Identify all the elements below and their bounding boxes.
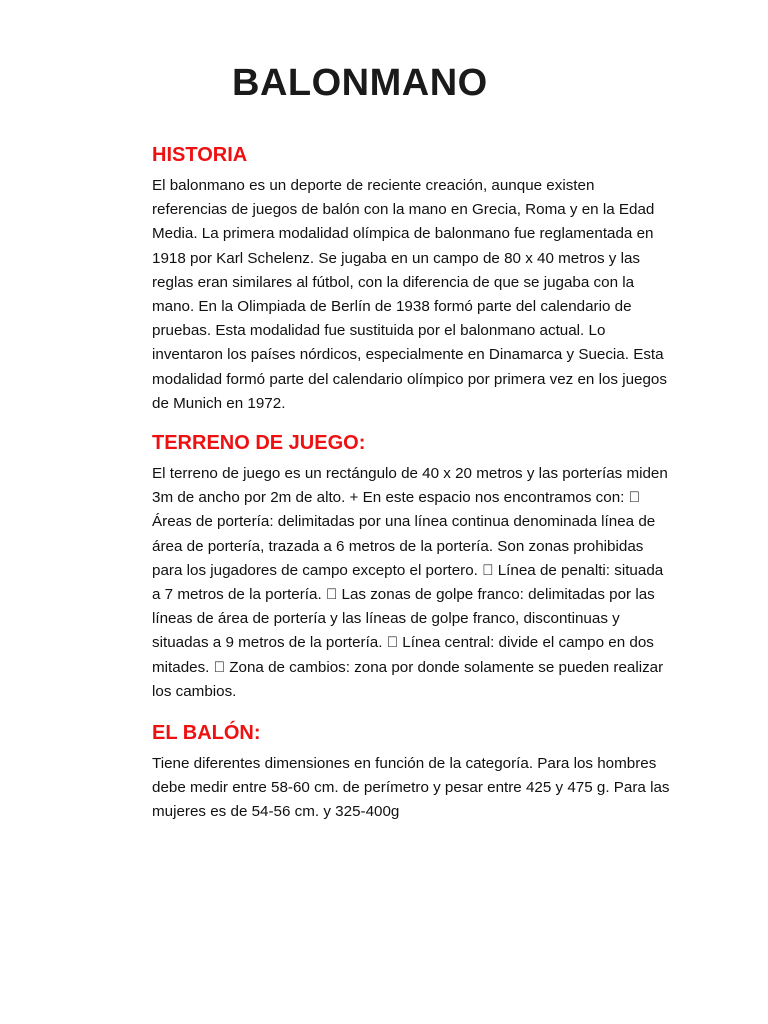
section-historia bbox=[152, 142, 672, 416]
section-terreno-de-juego bbox=[152, 430, 672, 704]
section-el-balon bbox=[152, 720, 672, 825]
section-body-historia: El balonmano es un deporte de reciente creación, aunque existen referencias de juegos de balón con la mano en Grecia, Roma y en la Edad Media. La primera modalidad olímpica de balonmano fue reglamentada en 1918 por Karl Schelenz. Se jugaba en un campo de 80 x 40 metros y las reglas eran similares al fútbol, con la diferencia de que se jugaba con la mano. En la Olimpiada de Berlín de 1938 formó parte del calendario de pruebas. Esta modalidad fue sustituida por el balonmano actual. Lo inventaron los países nórdicos, especialmente en Dinamarca y Suecia. Esta modalidad formó parte del calendario olímpico por primera vez en los juegos de Munich en 1972. bbox=[152, 177, 667, 412]
page-title: BALONMANO bbox=[232, 62, 488, 104]
section-body-terreno-de-juego: El terreno de juego es un rectángulo de 40 x 20 metros y las porterías miden 3m de ancho por 2m de alto. + En este espacio nos encontramos con: Áreas de portería: delimitadas por una línea continua denominada línea de área de portería, trazada a 6 metros de la portería. Son zonas prohibidas para los jugadores de campo excepto el portero. Línea de penalti: situada a 7 metros de la portería. Las zonas de golpe franco: delimitadas por las líneas de área de portería y las líneas de golpe franco, discontinuas y situadas a 9 metros de la portería. Línea central: divide el campo en dos mitades. Zona de cambios: zona por donde solamente se pueden realizar los cambios. bbox=[152, 465, 669, 676]
section-heading-terreno-de-juego: TERRENO DE JUEGO: bbox=[152, 432, 366, 454]
section-heading-historia: HISTORIA bbox=[152, 144, 248, 166]
section-heading-el-balon: EL BALÓN: bbox=[152, 722, 261, 744]
section-body-el-balon: Tiene diferentes dimensiones en función de la categoría. Para los hombres debe medir entre 58-60 cm. de perímetro y pesar entre 425 y 475 g. Para las mujeres es de 54-56 cm. y 325-400g bbox=[152, 755, 670, 821]
